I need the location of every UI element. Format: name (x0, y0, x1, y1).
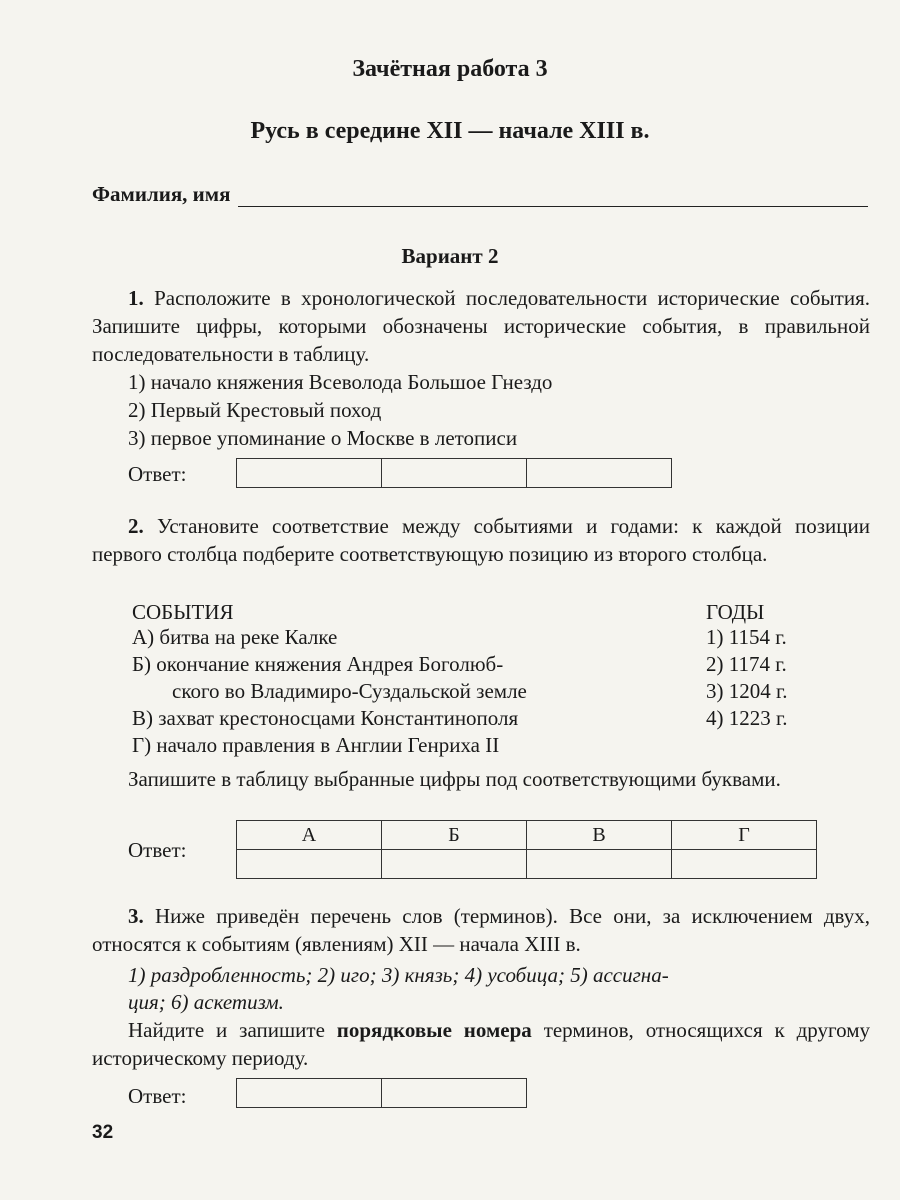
find-pre: Найдите и запишите (128, 1018, 325, 1042)
task2-body: Установите соответствие между событиями и годами: к каждой позиции первого столбца подберите соответствующую позицию из второго столбца. (92, 514, 870, 566)
task3-terms-line: 1) раздробленность; 2) иго; 3) князь; 4) усобица; 5) ассигна- (128, 963, 669, 987)
find-bold: порядковые номера (336, 1018, 532, 1042)
task1-number: 1. (128, 286, 144, 310)
event-item: А) битва на реке Калке (132, 625, 338, 649)
task3-number: 3. (128, 904, 144, 928)
page-number: 32 (92, 1122, 114, 1143)
year-item: 3) 1204 г. (706, 679, 788, 703)
answer-cell[interactable] (237, 850, 382, 879)
event-item: В) захват крестоносцами Константинополя (132, 706, 519, 730)
event-item: Б) окончание княжения Андрея Боголюб- (132, 652, 504, 676)
task3-terms-line: ция; 6) аскетизм. (128, 990, 284, 1014)
task1-text (92, 284, 870, 368)
years-column-header: ГОДЫ (706, 600, 765, 624)
task1-item: 2) Первый Крестовый поход (128, 398, 382, 422)
answer-cell[interactable] (237, 1079, 382, 1108)
page-title: Зачётная работа 3 (352, 56, 548, 82)
year-item: 4) 1223 г. (706, 706, 788, 730)
task1-body: Расположите в хронологической последовательности исторические события. Запишите цифры, которыми обозначены исторические события, в правильной последовательности в таблицу. (92, 286, 870, 366)
events-column-header: СОБЫТИЯ (132, 600, 234, 624)
find-post: терминов, относящихся к другому историческому периоду. (92, 1018, 870, 1070)
task1-answer-table (236, 458, 672, 488)
answer-cell[interactable] (382, 459, 527, 488)
event-item: Г) начало правления в Англии Генриха II (132, 733, 500, 757)
name-label: Фамилия, имя (92, 182, 231, 206)
answer-column-header: Б (382, 821, 527, 850)
name-input-line[interactable] (238, 186, 868, 207)
answer-column-header: Г (672, 821, 817, 850)
page-subtitle: Русь в середине XII — начале XIII в. (250, 118, 650, 144)
answer-cell[interactable] (672, 850, 817, 879)
answer-cell[interactable] (382, 1079, 527, 1108)
event-item-continuation: ского во Владимиро-Суздальской земле (172, 679, 527, 703)
task3-body: Ниже приведён перечень слов (терминов). Все они, за исключением двух, относятся к событиям (явлениям) XII — начала XIII в. (92, 904, 870, 956)
task3-answer-table (236, 1078, 527, 1108)
task2-number: 2. (128, 514, 144, 538)
answer-column-header: А (237, 821, 382, 850)
answer-cell[interactable] (527, 459, 672, 488)
answer-cell[interactable] (237, 459, 382, 488)
year-item: 1) 1154 г. (706, 625, 787, 649)
variant-heading: Вариант 2 (401, 244, 499, 268)
task2-answer-label: Ответ: (128, 838, 187, 862)
task2-answer-table (236, 820, 817, 879)
task3-find-instruction (92, 1016, 870, 1072)
answer-column-header: В (527, 821, 672, 850)
task3-text (92, 902, 870, 958)
task1-item: 1) начало княжения Всеволода Большое Гнездо (128, 370, 553, 394)
task1-answer-label: Ответ: (128, 462, 187, 486)
year-item: 2) 1174 г. (706, 652, 787, 676)
name-field-row (92, 182, 868, 207)
task1-item: 3) первое упоминание о Москве в летописи (128, 426, 518, 450)
task2-text (92, 512, 870, 568)
answer-cell[interactable] (382, 850, 527, 879)
task3-answer-label: Ответ: (128, 1084, 187, 1108)
task2-instruction: Запишите в таблицу выбранные цифры под соответствующими буквами. (128, 767, 781, 791)
answer-cell[interactable] (527, 850, 672, 879)
